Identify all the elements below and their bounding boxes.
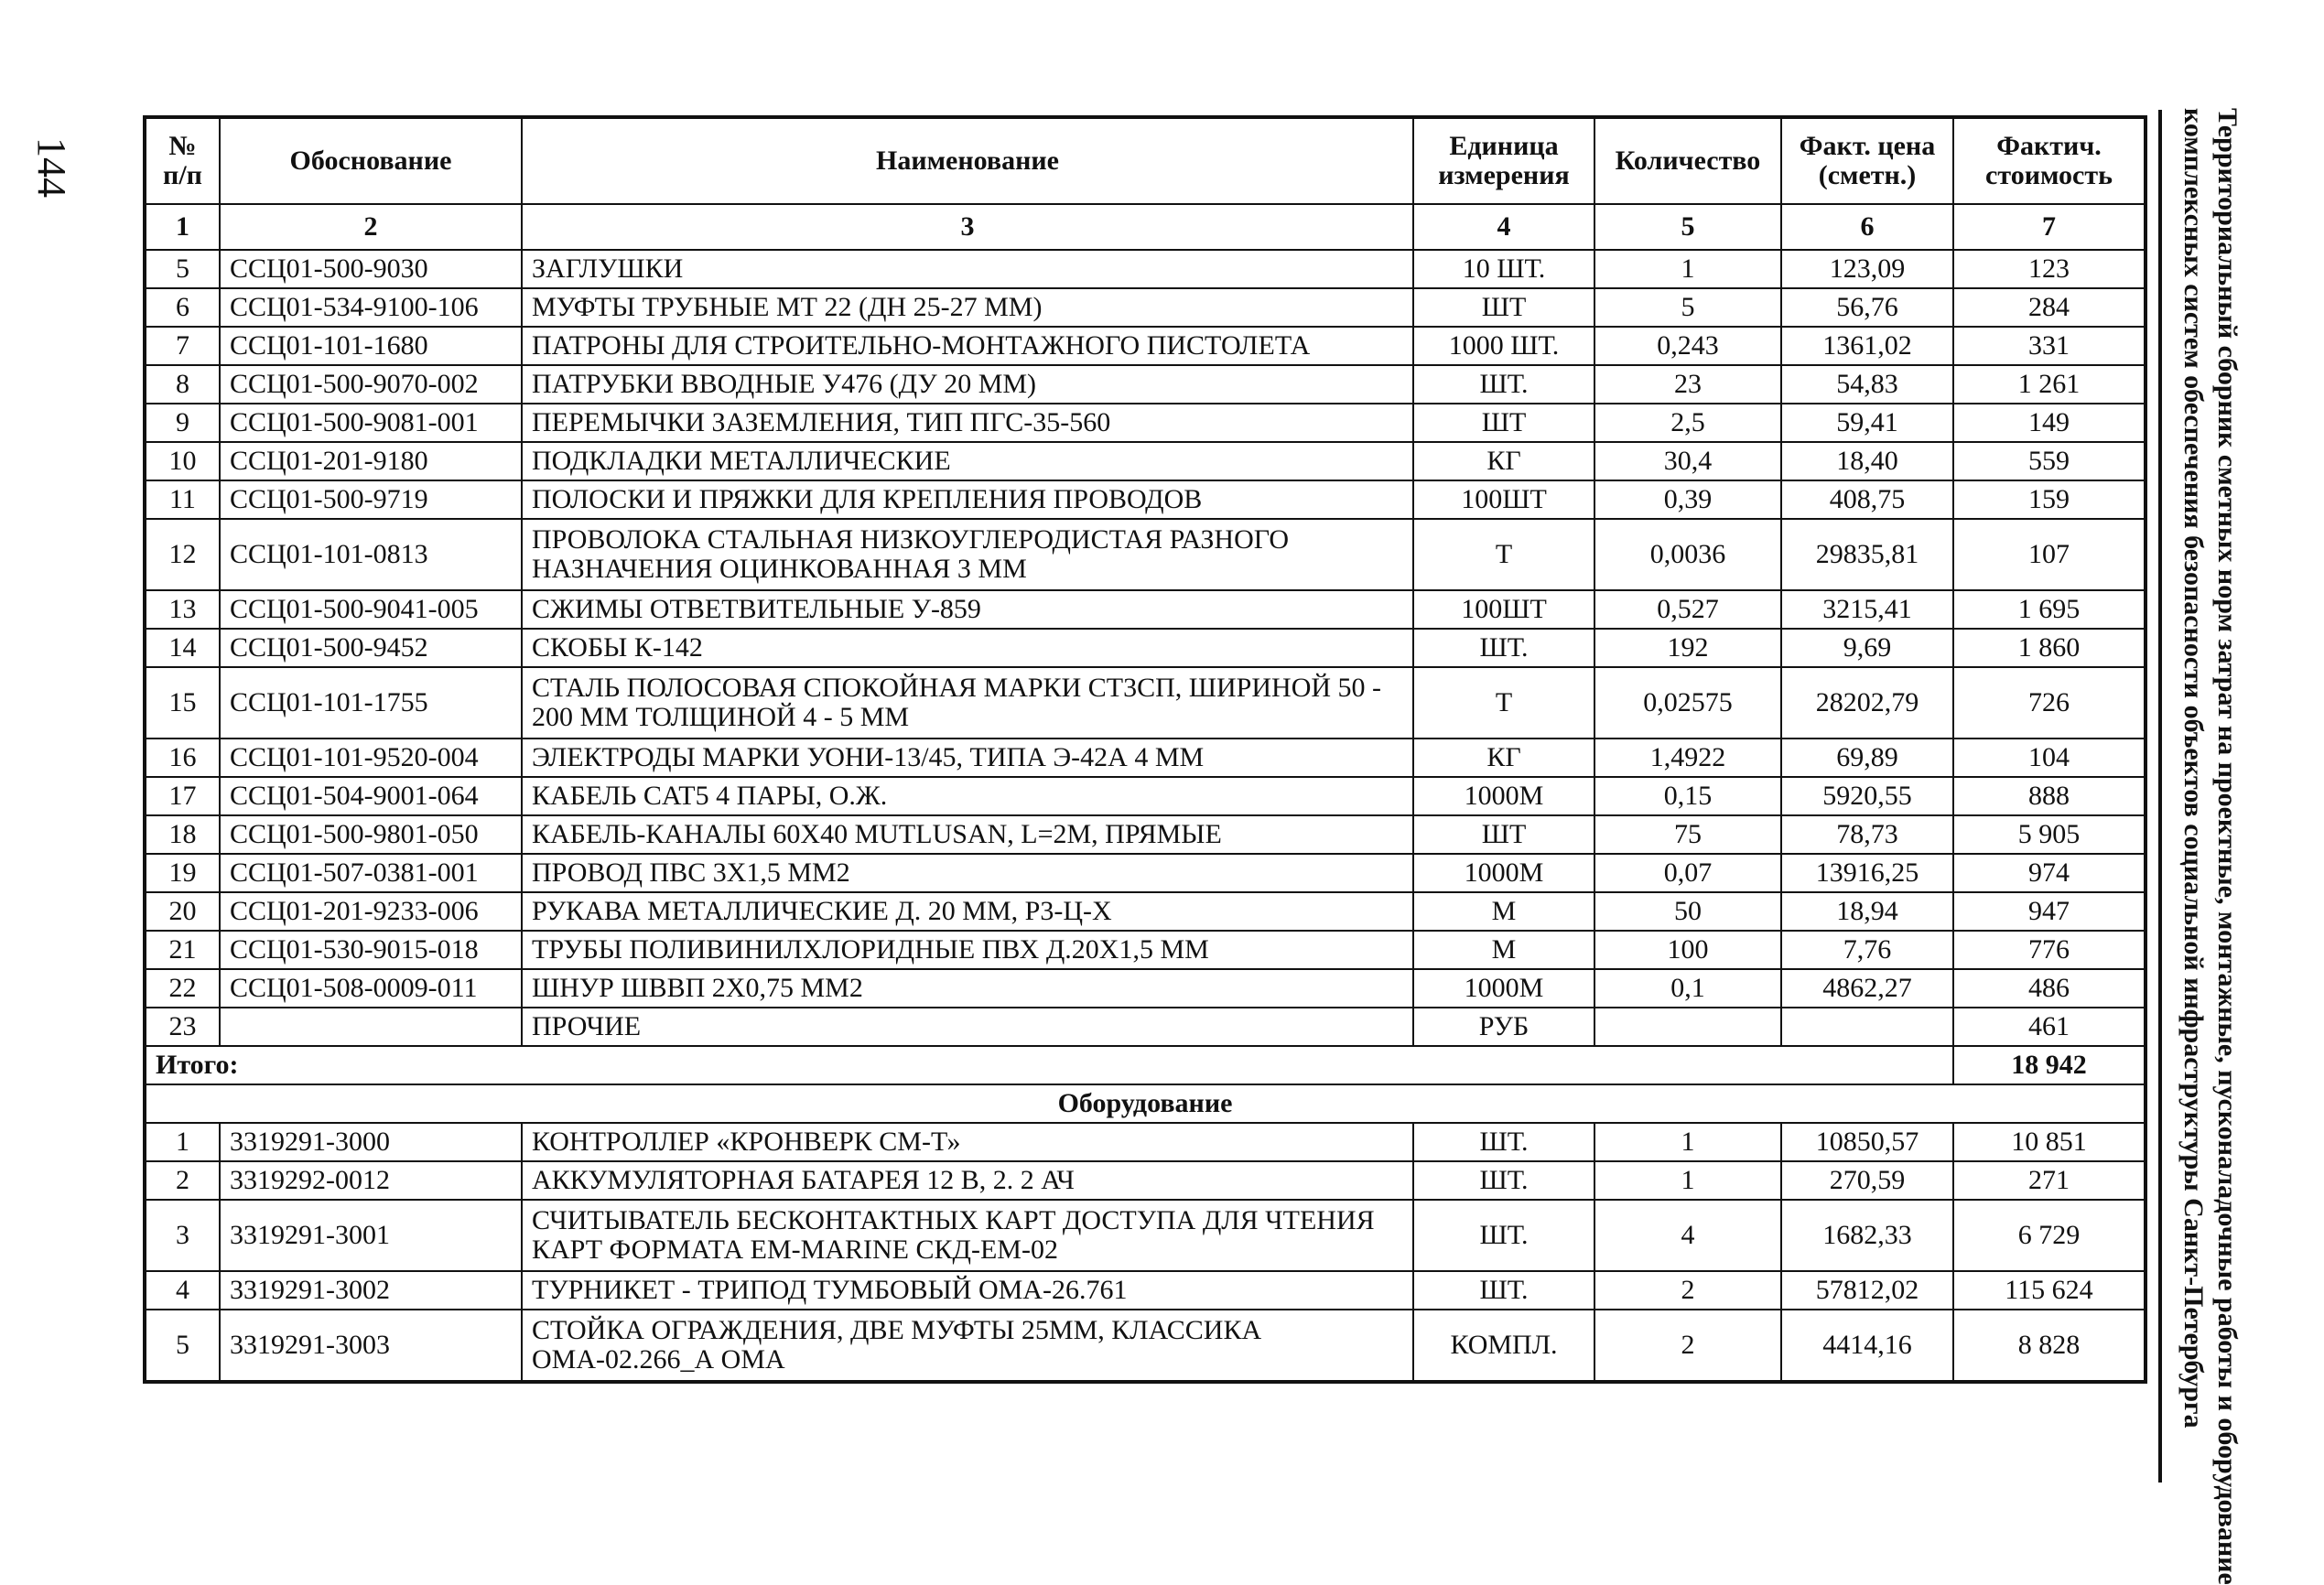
cell-name: ПЕРЕМЫЧКИ ЗАЗЕМЛЕНИЯ, ТИП ПГС-35-560: [522, 404, 1413, 442]
table-row: [145, 969, 2146, 1008]
cell-name: КАБЕЛЬ CAT5 4 ПАРЫ, О.Ж.: [522, 777, 1413, 815]
cell-basis: ССЦ01-201-9180: [220, 442, 522, 480]
cell-unit: КГ: [1413, 442, 1594, 480]
cell-name: ШНУР ШВВП 2Х0,75 ММ2: [522, 969, 1413, 1008]
cell-number: 4: [145, 1271, 220, 1310]
cell-cost: 559: [1953, 442, 2146, 480]
cell-price: 408,75: [1781, 480, 1953, 519]
cell-number: 15: [145, 667, 220, 739]
cell-quantity: 0,1: [1594, 969, 1781, 1008]
cell-quantity: 2,5: [1594, 404, 1781, 442]
cell-name: ПОДКЛАДКИ МЕТАЛЛИЧЕСКИЕ: [522, 442, 1413, 480]
cell-number: 22: [145, 969, 220, 1008]
cost-estimate-table: [143, 115, 2147, 1384]
table-row: [145, 815, 2146, 854]
header-cell-number: № п/п: [145, 117, 220, 204]
table-row: [145, 288, 2146, 327]
table-row: [145, 327, 2146, 365]
column-number-row: [145, 204, 2146, 250]
cell-unit: ШТ: [1413, 288, 1594, 327]
table-row: [145, 365, 2146, 404]
cell-quantity: 1: [1594, 1123, 1781, 1161]
cell-price: 4414,16: [1781, 1310, 1953, 1382]
cell-price: 5920,55: [1781, 777, 1953, 815]
cell-quantity: 0,07: [1594, 854, 1781, 892]
cell-number: 23: [145, 1008, 220, 1046]
cell-unit: ШТ.: [1413, 1271, 1594, 1310]
table-row: [145, 480, 2146, 519]
cell-quantity: 5: [1594, 288, 1781, 327]
cell-basis: ССЦ01-101-9520-004: [220, 739, 522, 777]
cell-basis: ССЦ01-500-9070-002: [220, 365, 522, 404]
cell-cost: 104: [1953, 739, 2146, 777]
cell-name: СТАЛЬ ПОЛОСОВАЯ СПОКОЙНАЯ МАРКИ СТ3СП, ШИРИНОЙ 50 - 200 ММ ТОЛЩИНОЙ 4 - 5 ММ: [522, 667, 1413, 739]
cell-number: 21: [145, 931, 220, 969]
cell-name: АККУМУЛЯТОРНАЯ БАТАРЕЯ 12 В, 2. 2 АЧ: [522, 1161, 1413, 1200]
total-label: Итого:: [145, 1046, 1953, 1084]
table-row: [145, 777, 2146, 815]
cell-unit: ШТ.: [1413, 365, 1594, 404]
cell-price: 28202,79: [1781, 667, 1953, 739]
cell-quantity: 0,527: [1594, 590, 1781, 629]
section-header-row: [145, 1084, 2146, 1123]
cell-price: 78,73: [1781, 815, 1953, 854]
cell-cost: 947: [1953, 892, 2146, 931]
cell-quantity: 0,39: [1594, 480, 1781, 519]
cell-cost: 486: [1953, 969, 2146, 1008]
cell-cost: 726: [1953, 667, 2146, 739]
cell-price: 54,83: [1781, 365, 1953, 404]
cell-name: ПАТРУБКИ ВВОДНЫЕ У476 (ДУ 20 ММ): [522, 365, 1413, 404]
cell-cost: 461: [1953, 1008, 2146, 1046]
table-row: [145, 590, 2146, 629]
cell-unit: ШТ: [1413, 404, 1594, 442]
cell-cost: 1 695: [1953, 590, 2146, 629]
cell-quantity: 0,243: [1594, 327, 1781, 365]
cell-quantity: 30,4: [1594, 442, 1781, 480]
cell-cost: 159: [1953, 480, 2146, 519]
header-cell-cost: Фактич. стоимость: [1953, 117, 2146, 204]
cell-number: 1: [145, 1123, 220, 1161]
cell-number: 10: [145, 442, 220, 480]
cell-unit: 100ШТ: [1413, 590, 1594, 629]
cell-price: 29835,81: [1781, 519, 1953, 590]
cell-price: 13916,25: [1781, 854, 1953, 892]
cell-cost: 331: [1953, 327, 2146, 365]
cell-cost: 1 261: [1953, 365, 2146, 404]
cell-cost: 8 828: [1953, 1310, 2146, 1382]
cell-unit: 100ШТ: [1413, 480, 1594, 519]
cell-basis: ССЦ01-500-9030: [220, 250, 522, 288]
cell-unit: 1000 ШТ.: [1413, 327, 1594, 365]
cell-unit: 1000М: [1413, 854, 1594, 892]
cell-basis: ССЦ01-500-9801-050: [220, 815, 522, 854]
cell-cost: 5 905: [1953, 815, 2146, 854]
header-row: [145, 117, 2146, 204]
column-number: 6: [1781, 204, 1953, 250]
cell-number: 5: [145, 1310, 220, 1382]
section-title-equipment: Оборудование: [145, 1084, 2146, 1123]
cell-basis: ССЦ01-500-9452: [220, 629, 522, 667]
table-row: [145, 854, 2146, 892]
cell-cost: 284: [1953, 288, 2146, 327]
cell-number: 3: [145, 1200, 220, 1271]
header-divider-rule: [2158, 110, 2162, 1483]
table-row: [145, 1271, 2146, 1310]
column-number: 7: [1953, 204, 2146, 250]
cell-number: 9: [145, 404, 220, 442]
cell-basis: [220, 1008, 522, 1046]
cell-unit: ШТ.: [1413, 1161, 1594, 1200]
cell-quantity: 1,4922: [1594, 739, 1781, 777]
cell-basis: ССЦ01-101-1680: [220, 327, 522, 365]
cell-unit: КОМПЛ.: [1413, 1310, 1594, 1382]
table-row: [145, 1161, 2146, 1200]
cell-cost: 10 851: [1953, 1123, 2146, 1161]
cell-price: [1781, 1008, 1953, 1046]
cell-unit: М: [1413, 931, 1594, 969]
table-row: [145, 1123, 2146, 1161]
cell-name: СТОЙКА ОГРАЖДЕНИЯ, ДВЕ МУФТЫ 25ММ, КЛАССИКА ОМА-02.266_А ОМА: [522, 1310, 1413, 1382]
cell-basis: ССЦ01-101-0813: [220, 519, 522, 590]
cell-unit: ШТ.: [1413, 1123, 1594, 1161]
total-row: [145, 1046, 2146, 1084]
cell-name: ТУРНИКЕТ - ТРИПОД ТУМБОВЫЙ ОМА-26.761: [522, 1271, 1413, 1310]
running-header-line-1: Территориальный сборник сметных норм затрат на проектные, монтажные, пусконаладочные работы и оборудование: [2212, 108, 2243, 1585]
cell-quantity: 192: [1594, 629, 1781, 667]
cell-number: 5: [145, 250, 220, 288]
table-row: [145, 892, 2146, 931]
cell-cost: 115 624: [1953, 1271, 2146, 1310]
cell-quantity: 23: [1594, 365, 1781, 404]
cell-basis: ССЦ01-508-0009-011: [220, 969, 522, 1008]
header-cell-quantity: Количество: [1594, 117, 1781, 204]
cell-price: 1682,33: [1781, 1200, 1953, 1271]
cell-price: 1361,02: [1781, 327, 1953, 365]
cell-basis: ССЦ01-101-1755: [220, 667, 522, 739]
cell-cost: 1 860: [1953, 629, 2146, 667]
cell-number: 16: [145, 739, 220, 777]
cell-quantity: 0,02575: [1594, 667, 1781, 739]
cell-price: 9,69: [1781, 629, 1953, 667]
cell-number: 14: [145, 629, 220, 667]
header-cell-basis: Обоснование: [220, 117, 522, 204]
cell-basis: ССЦ01-530-9015-018: [220, 931, 522, 969]
cell-unit: 1000М: [1413, 777, 1594, 815]
cell-quantity: 1: [1594, 250, 1781, 288]
cell-quantity: 100: [1594, 931, 1781, 969]
cell-number: 20: [145, 892, 220, 931]
cell-quantity: 0,0036: [1594, 519, 1781, 590]
cell-basis: ССЦ01-534-9100-106: [220, 288, 522, 327]
cell-basis: ССЦ01-504-9001-064: [220, 777, 522, 815]
cell-basis: ССЦ01-500-9041-005: [220, 590, 522, 629]
cell-name: СКОБЫ К-142: [522, 629, 1413, 667]
cell-number: 12: [145, 519, 220, 590]
table-row: [145, 404, 2146, 442]
cell-name: ПРОЧИЕ: [522, 1008, 1413, 1046]
cell-unit: М: [1413, 892, 1594, 931]
cell-number: 7: [145, 327, 220, 365]
cell-quantity: 2: [1594, 1310, 1781, 1382]
cell-name: ЗАГЛУШКИ: [522, 250, 1413, 288]
cell-name: РУКАВА МЕТАЛЛИЧЕСКИЕ Д. 20 ММ, Р3-Ц-Х: [522, 892, 1413, 931]
cell-number: 13: [145, 590, 220, 629]
cell-quantity: 0,15: [1594, 777, 1781, 815]
cell-name: СЧИТЫВАТЕЛЬ БЕСКОНТАКТНЫХ КАРТ ДОСТУПА ДЛЯ ЧТЕНИЯ КАРТ ФОРМАТА EM-MARINE СКД-ЕМ-02: [522, 1200, 1413, 1271]
cell-price: 56,76: [1781, 288, 1953, 327]
cell-quantity: 75: [1594, 815, 1781, 854]
header-cell-name: Наименование: [522, 117, 1413, 204]
cell-basis: ССЦ01-201-9233-006: [220, 892, 522, 931]
table-row: [145, 931, 2146, 969]
cell-basis: ССЦ01-500-9081-001: [220, 404, 522, 442]
column-number: 5: [1594, 204, 1781, 250]
cell-quantity: 2: [1594, 1271, 1781, 1310]
cell-basis: 3319291-3002: [220, 1271, 522, 1310]
header-cell-unit: Единица измерения: [1413, 117, 1594, 204]
cell-price: 3215,41: [1781, 590, 1953, 629]
cell-number: 8: [145, 365, 220, 404]
cell-basis: 3319292-0012: [220, 1161, 522, 1200]
column-number: 4: [1413, 204, 1594, 250]
cell-price: 18,94: [1781, 892, 1953, 931]
cell-name: КАБЕЛЬ-КАНАЛЫ 60Х40 MUTLUSAN, L=2М, ПРЯМЫЕ: [522, 815, 1413, 854]
cell-unit: 10 ШТ.: [1413, 250, 1594, 288]
cell-name: ПОЛОСКИ И ПРЯЖКИ ДЛЯ КРЕПЛЕНИЯ ПРОВОДОВ: [522, 480, 1413, 519]
cell-cost: 107: [1953, 519, 2146, 590]
cell-price: 57812,02: [1781, 1271, 1953, 1310]
cell-name: КОНТРОЛЛЕР «КРОНВЕРК СМ-Т»: [522, 1123, 1413, 1161]
cell-price: 69,89: [1781, 739, 1953, 777]
cell-unit: ШТ: [1413, 815, 1594, 854]
column-number: 3: [522, 204, 1413, 250]
table-row: [145, 1310, 2146, 1382]
cell-quantity: [1594, 1008, 1781, 1046]
table-row: [145, 250, 2146, 288]
cell-price: 270,59: [1781, 1161, 1953, 1200]
cell-unit: Т: [1413, 667, 1594, 739]
table-row: [145, 442, 2146, 480]
cell-unit: 1000М: [1413, 969, 1594, 1008]
column-number: 1: [145, 204, 220, 250]
table-row: [145, 739, 2146, 777]
cell-cost: 6 729: [1953, 1200, 2146, 1271]
cell-number: 17: [145, 777, 220, 815]
cell-name: МУФТЫ ТРУБНЫЕ МТ 22 (ДН 25-27 ММ): [522, 288, 1413, 327]
cell-cost: 776: [1953, 931, 2146, 969]
cell-cost: 271: [1953, 1161, 2146, 1200]
cell-cost: 123: [1953, 250, 2146, 288]
running-header-line-2: комплексных систем обеспечения безопасности объектов социальной инфраструктуры Санкт-Петербурга: [2178, 108, 2209, 1429]
header-cell-price: Факт. цена (сметн.): [1781, 117, 1953, 204]
cell-quantity: 1: [1594, 1161, 1781, 1200]
cell-basis: 3319291-3000: [220, 1123, 522, 1161]
cell-unit: ШТ.: [1413, 1200, 1594, 1271]
cell-name: ЭЛЕКТРОДЫ МАРКИ УОНИ-13/45, ТИПА Э-42А 4 ММ: [522, 739, 1413, 777]
cell-quantity: 4: [1594, 1200, 1781, 1271]
cell-name: ПРОВОД ПВС 3Х1,5 ММ2: [522, 854, 1413, 892]
cell-price: 123,09: [1781, 250, 1953, 288]
cell-unit: ШТ.: [1413, 629, 1594, 667]
cell-cost: 149: [1953, 404, 2146, 442]
table-row: [145, 1008, 2146, 1046]
cell-basis: ССЦ01-507-0381-001: [220, 854, 522, 892]
cell-basis: ССЦ01-500-9719: [220, 480, 522, 519]
cell-name: ПРОВОЛОКА СТАЛЬНАЯ НИЗКОУГЛЕРОДИСТАЯ РАЗНОГО НАЗНАЧЕНИЯ ОЦИНКОВАННАЯ 3 ММ: [522, 519, 1413, 590]
cell-number: 18: [145, 815, 220, 854]
cell-basis: 3319291-3001: [220, 1200, 522, 1271]
column-number: 2: [220, 204, 522, 250]
cell-number: 11: [145, 480, 220, 519]
page-number: 144: [29, 137, 74, 198]
cell-price: 10850,57: [1781, 1123, 1953, 1161]
table-body: [145, 204, 2146, 1382]
cell-number: 6: [145, 288, 220, 327]
cell-price: 18,40: [1781, 442, 1953, 480]
cell-price: 7,76: [1781, 931, 1953, 969]
cell-basis: 3319291-3003: [220, 1310, 522, 1382]
table-row: [145, 519, 2146, 590]
cell-quantity: 50: [1594, 892, 1781, 931]
cell-name: ПАТРОНЫ ДЛЯ СТРОИТЕЛЬНО-МОНТАЖНОГО ПИСТОЛЕТА: [522, 327, 1413, 365]
cell-cost: 888: [1953, 777, 2146, 815]
cell-unit: РУБ: [1413, 1008, 1594, 1046]
cell-cost: 974: [1953, 854, 2146, 892]
cell-name: СЖИМЫ ОТВЕТВИТЕЛЬНЫЕ У-859: [522, 590, 1413, 629]
table-row: [145, 1200, 2146, 1271]
cell-unit: Т: [1413, 519, 1594, 590]
cell-number: 2: [145, 1161, 220, 1200]
cell-unit: КГ: [1413, 739, 1594, 777]
total-value: 18 942: [1953, 1046, 2146, 1084]
document-running-header: [2177, 108, 2244, 1585]
table-row: [145, 667, 2146, 739]
cell-price: 4862,27: [1781, 969, 1953, 1008]
cell-number: 19: [145, 854, 220, 892]
table-row: [145, 629, 2146, 667]
cell-price: 59,41: [1781, 404, 1953, 442]
cell-name: ТРУБЫ ПОЛИВИНИЛХЛОРИДНЫЕ ПВХ Д.20Х1,5 ММ: [522, 931, 1413, 969]
